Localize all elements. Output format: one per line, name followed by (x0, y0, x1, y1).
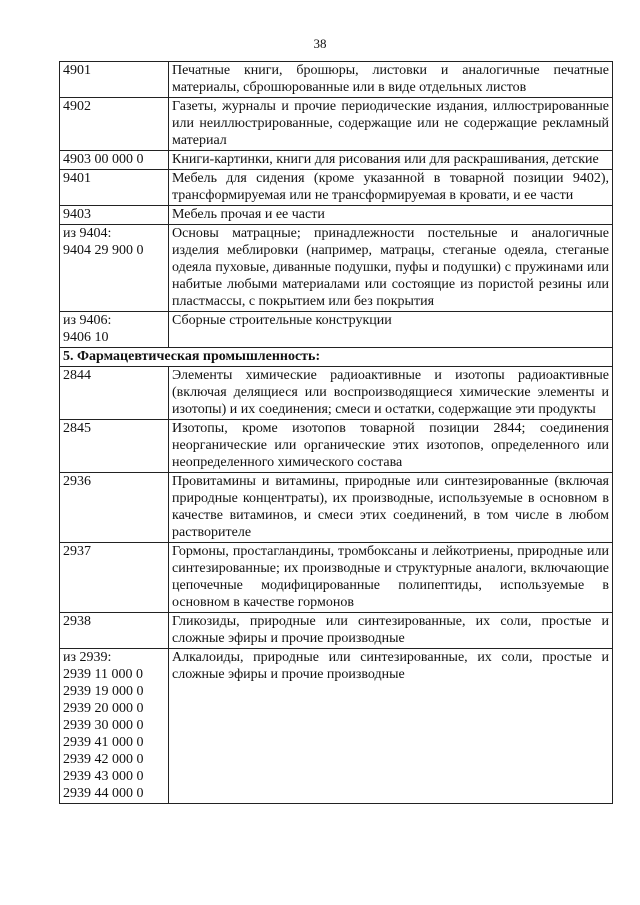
code-cell (60, 367, 169, 420)
table-row (60, 98, 613, 151)
code-value: 2939 44 000 0 (63, 786, 144, 801)
code-value: 2939 11 000 0 (63, 667, 143, 682)
table-row (60, 151, 613, 170)
code-value: 9406 10 (63, 330, 109, 345)
description-cell: Элементы химические радиоактивные и изотопы радиоактивные (включая делящиеся или воспроизводящиеся химические элементы и изотопы) и их соединения; смеси и остатки, содержащие эти продукты (169, 367, 613, 420)
section-row (60, 348, 613, 367)
code-value: 2939 20 000 0 (63, 701, 144, 716)
description-cell: Алкалоиды, природные или синтезированные, их соли, простые и сложные эфиры и прочие производные (169, 649, 613, 804)
codes-table-body (60, 62, 613, 804)
code-value: 2844 (63, 368, 91, 383)
page-number: 38 (313, 36, 327, 51)
table-row (60, 420, 613, 473)
table-row (60, 62, 613, 98)
code-value: 9403 (63, 207, 91, 222)
code-cell (60, 473, 169, 543)
description-cell: Провитамины и витамины, природные или синтезированные (включая природные концентраты), их производные, используемые в основном в качестве витаминов, и смеси этих соединений, в том числе в любом растворителе (169, 473, 613, 543)
description-cell: Изотопы, кроме изотопов товарной позиции 2844; соединения неорганические или органические этих изотопов, определенного или неопределенного химического состава (169, 420, 613, 473)
table-row (60, 312, 613, 348)
code-value: 2939 19 000 0 (63, 684, 144, 699)
code-cell (60, 312, 169, 348)
code-value: 4901 (63, 63, 91, 78)
description-cell: Мебель прочая и ее части (169, 206, 613, 225)
description-cell: Сборные строительные конструкции (169, 312, 613, 348)
code-value: 2937 (63, 544, 91, 559)
code-value: из 9404: (63, 226, 112, 241)
description-cell: Книги-картинки, книги для рисования или для раскрашивания, детские (169, 151, 613, 170)
description-cell: Гликозиды, природные или синтезированные, их соли, простые и сложные эфиры и прочие производные (169, 613, 613, 649)
table-row (60, 543, 613, 613)
code-cell (60, 543, 169, 613)
code-value: 4902 (63, 99, 91, 114)
code-cell (60, 649, 169, 804)
table-row (60, 649, 613, 804)
code-cell (60, 613, 169, 649)
codes-table (59, 61, 613, 804)
code-value: 9401 (63, 171, 91, 186)
code-value: из 9406: (63, 313, 112, 328)
code-value: из 2939: (63, 650, 112, 665)
code-cell (60, 206, 169, 225)
code-value: 2939 43 000 0 (63, 769, 144, 784)
code-value: 2939 42 000 0 (63, 752, 144, 767)
description-cell: Мебель для сидения (кроме указанной в товарной позиции 9402), трансформируемая или не трансформируемая в кровати, и ее части (169, 170, 613, 206)
code-value: 2938 (63, 614, 91, 629)
section-heading: 5. Фармацевтическая промышленность: (60, 348, 613, 367)
table-row (60, 367, 613, 420)
code-value: 2936 (63, 474, 91, 489)
code-value: 2845 (63, 421, 91, 436)
table-row (60, 206, 613, 225)
description-cell: Гормоны, простагландины, тромбоксаны и лейкотриены, природные или синтезированные; их производные и структурные аналоги, включающие цепочечные модифицированные полипептиды, используемые в основном в качестве гормонов (169, 543, 613, 613)
table-row (60, 170, 613, 206)
code-value: 4903 00 000 0 (63, 152, 144, 167)
table-row (60, 225, 613, 312)
code-value: 2939 41 000 0 (63, 735, 144, 750)
description-cell: Газеты, журналы и прочие периодические издания, иллюстрированные или неиллюстрированные, содержащие или не содержащие рекламный материал (169, 98, 613, 151)
code-cell (60, 98, 169, 151)
code-cell (60, 420, 169, 473)
table-row (60, 473, 613, 543)
table-row (60, 613, 613, 649)
description-cell: Основы матрацные; принадлежности постельные и аналогичные изделия меблировки (например, матрацы, стеганые одеяла, стеганые одеяла пуховые, диванные подушки, пуфы и подушки) с пружинами или набитые любыми материалами или состоящие из пористой резины или пластмассы, с покрытием или без покрытия (169, 225, 613, 312)
description-cell: Печатные книги, брошюры, листовки и аналогичные печатные материалы, сброшюрованные или в виде отдельных листов (169, 62, 613, 98)
code-cell (60, 225, 169, 312)
code-cell (60, 170, 169, 206)
code-value: 9404 29 900 0 (63, 243, 144, 258)
code-cell (60, 151, 169, 170)
code-cell (60, 62, 169, 98)
code-value: 2939 30 000 0 (63, 718, 144, 733)
